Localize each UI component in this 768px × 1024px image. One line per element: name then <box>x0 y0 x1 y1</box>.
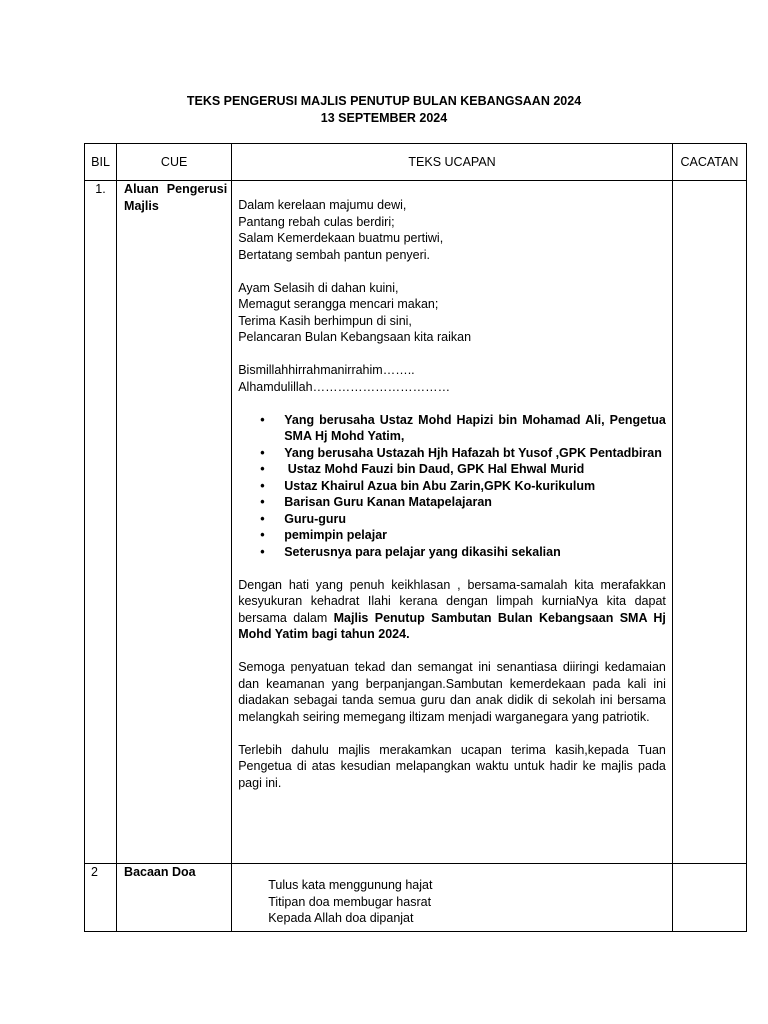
header-cacatan: CACATAN <box>672 144 746 181</box>
pantun-stanza-1 <box>238 197 666 263</box>
list-item: • pemimpin pelajar <box>260 528 388 542</box>
row-number: 1. <box>85 181 117 864</box>
paragraph-thanksgiving: Dengan hati yang penuh keikhlasan , bersama-samalah kita merafakkan kesyukuran kehadrat Ilahi kerana dengan limpah kurniaNya kita dapat bersama dalam Majlis Penutup Sambutan Bulan Kebangsaan SMA Hj Mohd Yatim bagi tahun 2024. <box>238 577 666 641</box>
bullet-icon: • <box>260 544 265 559</box>
speech-text-cell <box>232 181 673 864</box>
doa-verse <box>238 864 666 927</box>
document-title: TEKS PENGERUSI MAJLIS PENUTUP BULAN KEBANGSAAN 2024 <box>186 94 582 108</box>
row-cacatan <box>672 864 746 932</box>
bullet-icon: • <box>260 412 265 427</box>
bullet-icon: • <box>260 445 265 460</box>
table-row <box>85 864 747 932</box>
list-item: • Ustaz Khairul Azua bin Abu Zarin,GPK Ko-kurikulum <box>260 478 596 493</box>
bullet-icon: • <box>260 462 265 476</box>
header-teks-ucapan: TEKS UCAPAN <box>232 144 673 181</box>
pantun-line: Dalam kerelaan majumu dewi, <box>238 198 407 212</box>
row-cue: Bacaan Doa <box>117 864 232 932</box>
pantun-line: Bertatang sembah pantun penyeri. <box>238 247 431 262</box>
list-item: • Ustaz Mohd Fauzi bin Daud, GPK Hal Ehwal Murid <box>260 462 585 476</box>
bullet-icon: • <box>260 528 265 542</box>
paragraph-hope: Semoga penyatuan tekad dan semangat ini senantiasa diiringi kedamaian dan keamanan yang berpanjangan.Sambutan kemerdekaan pada kali ini diadakan sebagai tanda semua guru dan anak didik di sekolah ini bersama melangkah seiring memegang iltizam menjadi warganegara yang patriotik. <box>238 660 666 724</box>
pantun-line: Memagut serangga mencari makan; <box>238 297 439 311</box>
list-item: • Seterusnya para pelajar yang dikasihi sekalian <box>260 544 561 559</box>
list-item: • Yang berusaha Ustazah Hjh Hafazah bt Yusof ,GPK Pentadbiran <box>260 445 662 460</box>
speech-table <box>84 143 747 932</box>
verse-line: Tulus kata menggunung hajat <box>268 878 433 892</box>
list-item: • Barisan Guru Kanan Matapelajaran <box>260 495 492 509</box>
list-item: • Yang berusaha Ustaz Mohd Hapizi bin Mohamad Ali, Pengetua SMA Hj Mohd Yatim, <box>260 412 666 443</box>
opening-hamdalah: Alhamdulillah…………………………… <box>238 379 451 394</box>
pantun-line: Ayam Selasih di dahan kuini, <box>238 280 399 295</box>
paragraph-appreciation: Terlebih dahulu majlis merakamkan ucapan terima kasih,kepada Tuan Pengetua di atas kesudian melapangkan waktu untuk hadir ke majlis pada pagi ini. <box>238 742 666 790</box>
header-bil: BIL <box>85 144 117 181</box>
row-cue: Aluan Pengerusi Majlis <box>117 181 232 864</box>
list-item: • Guru-guru <box>260 511 347 526</box>
pantun-line: Pelancaran Bulan Kebangsaan kita raikan <box>238 330 472 344</box>
pantun-line: Terima Kasih berhimpun di sini, <box>238 313 412 328</box>
bullet-icon: • <box>260 495 265 509</box>
verse-line: Kepada Allah doa dipanjat <box>268 911 414 925</box>
greetings-list <box>238 412 666 561</box>
row-number: 2 <box>85 864 117 932</box>
row-cacatan <box>672 181 746 864</box>
bullet-icon: • <box>260 478 265 493</box>
bullet-icon: • <box>260 511 265 526</box>
table-header-row <box>85 144 747 181</box>
verse-line: Titipan doa membugar hasrat <box>268 894 432 909</box>
pantun-line: Salam Kemerdekaan buatmu pertiwi, <box>238 231 444 245</box>
document-date: 13 SEPTEMBER 2024 <box>320 111 448 125</box>
table-row <box>85 181 747 864</box>
event-name: Majlis Penutup Sambutan Bulan Kebangsaan SMA Hj Mohd Yatim bagi tahun 2024. <box>238 610 666 641</box>
pantun-stanza-2 <box>238 280 666 346</box>
speech-text-cell <box>232 864 673 932</box>
header-cue: CUE <box>117 144 232 181</box>
opening-basmalah: Bismillahhirrahmanirrahim…….. <box>238 363 415 377</box>
pantun-line: Pantang rebah culas berdiri; <box>238 214 395 229</box>
